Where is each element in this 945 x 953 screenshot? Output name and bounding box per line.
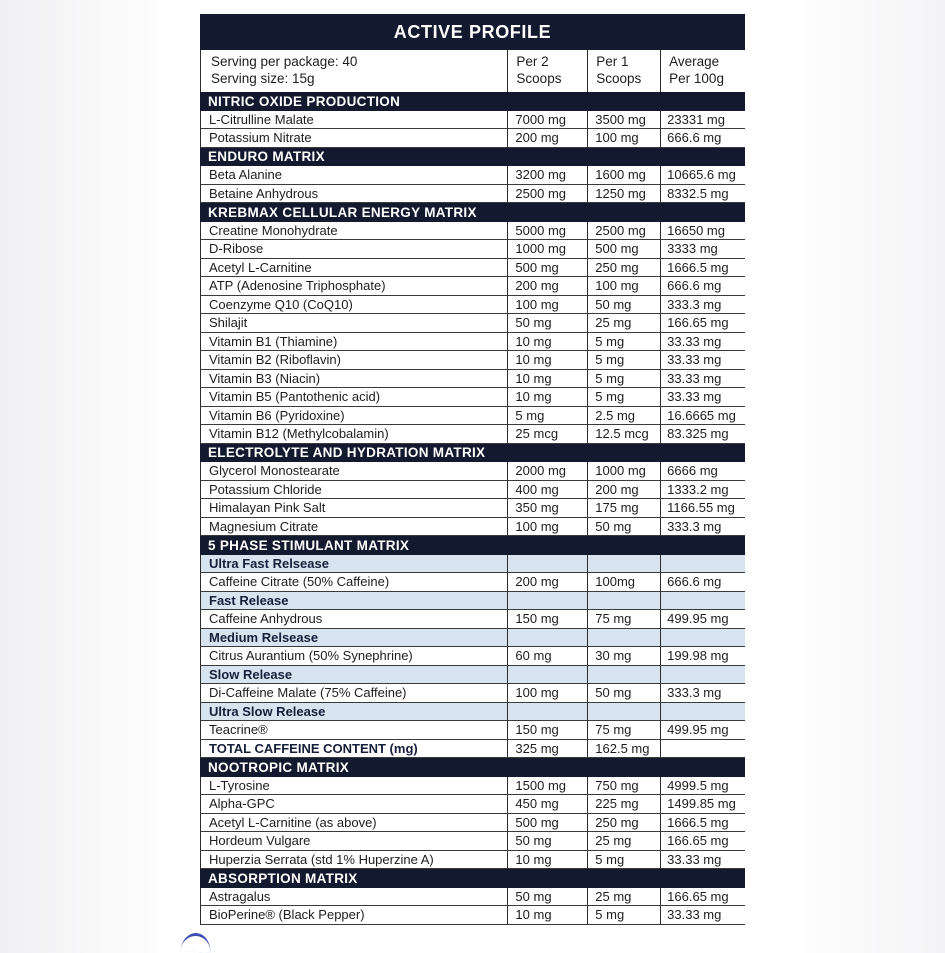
value-avg: 33.33 mg (660, 370, 745, 388)
value-per2: 60 mg (507, 647, 587, 665)
ingredient-row (200, 721, 745, 740)
value-per2: 500 mg (507, 814, 587, 832)
ingredient-name: Ultra Slow Release (201, 703, 507, 721)
value-per2: 400 mg (507, 481, 587, 499)
value-per2: 500 mg (507, 259, 587, 277)
value-per1: 250 mg (587, 814, 660, 832)
sub-section-row (200, 555, 745, 574)
ingredient-row (200, 851, 745, 870)
ingredient-name: Himalayan Pink Salt (209, 500, 326, 516)
value-avg: 33.33 mg (660, 333, 745, 351)
value-avg: 3333 mg (660, 240, 745, 258)
ingredient-name: Hordeum Vulgare (209, 833, 311, 849)
value-per2: 7000 mg (507, 111, 587, 129)
value-per2: 10 mg (507, 388, 587, 406)
value-avg: 1666.5 mg (660, 814, 745, 832)
value-avg: 6666 mg (660, 462, 745, 480)
ingredient-row (200, 351, 745, 370)
total-row (200, 740, 745, 759)
value-per1: 100mg (587, 573, 660, 591)
value-per2: 50 mg (507, 888, 587, 906)
value-per1: 175 mg (587, 499, 660, 517)
ingredient-name: Ultra Fast Relsease (201, 555, 507, 573)
ingredient-row (200, 795, 745, 814)
ingredient-row (200, 573, 745, 592)
value-per2: 450 mg (507, 795, 587, 813)
value-per2: 350 mg (507, 499, 587, 517)
value-per2: 25 mcg (507, 425, 587, 443)
ingredient-name: Vitamin B1 (Thiamine) (209, 333, 338, 349)
value-avg: 33.33 mg (660, 351, 745, 369)
value-per2: 5 mg (507, 407, 587, 425)
value-per1: 2.5 mg (587, 407, 660, 425)
sub-section-row (200, 703, 745, 722)
sub-section-row (200, 592, 745, 611)
value-avg: 16650 mg (660, 222, 745, 240)
value-per2 (507, 592, 587, 610)
value-per1: 5 mg (587, 351, 660, 369)
ingredient-row (200, 129, 745, 148)
ingredient-row (200, 888, 745, 907)
value-per1: 1250 mg (587, 185, 660, 203)
section-header: ENDURO MATRIX (200, 148, 745, 167)
ingredient-row (200, 407, 745, 426)
value-avg (660, 555, 745, 573)
serving-size: Serving size: 15g (211, 71, 315, 86)
column-header-per-1-scoops: Per 1 Scoops (587, 50, 660, 92)
ingredient-name: Vitamin B5 (Pantothenic acid) (209, 389, 381, 405)
ingredient-name: Vitamin B6 (Pyridoxine) (209, 407, 345, 423)
value-avg: 499.95 mg (660, 721, 745, 739)
value-avg: 199.98 mg (660, 647, 745, 665)
value-per1: 162.5 mg (587, 740, 660, 758)
ingredient-row (200, 333, 745, 352)
value-per1: 5 mg (587, 906, 660, 924)
value-per1: 1600 mg (587, 166, 660, 184)
value-per1: 25 mg (587, 314, 660, 332)
ingredient-name: Shilajit (209, 315, 248, 331)
value-per2: 10 mg (507, 370, 587, 388)
value-per2 (507, 555, 587, 573)
value-avg: 16.6665 mg (660, 407, 745, 425)
ingredient-name: Fast Release (201, 592, 507, 610)
value-per1 (587, 555, 660, 573)
ingredient-row (200, 481, 745, 500)
ingredient-row (200, 166, 745, 185)
value-per2: 3200 mg (507, 166, 587, 184)
ingredient-row (200, 777, 745, 796)
value-per1 (587, 703, 660, 721)
value-per1: 100 mg (587, 129, 660, 147)
value-per1: 12.5 mcg (587, 425, 660, 443)
ingredient-row (200, 222, 745, 241)
value-avg: 666.6 mg (660, 573, 745, 591)
value-per2: 1000 mg (507, 240, 587, 258)
section-header: KREBMAX CELLULAR ENERGY MATRIX (200, 203, 745, 222)
serving-per-package: Serving per package: 40 (211, 54, 358, 69)
ingredient-name: ATP (Adenosine Triphosphate) (209, 278, 386, 294)
ingredient-row (200, 240, 745, 259)
value-avg: 333.3 mg (660, 684, 745, 702)
value-avg: 10665.6 mg (660, 166, 745, 184)
sub-section-row (200, 666, 745, 685)
value-per2: 10 mg (507, 333, 587, 351)
value-avg: 166.65 mg (660, 832, 745, 850)
value-avg: 333.3 mg (660, 296, 745, 314)
value-per2: 5000 mg (507, 222, 587, 240)
value-per1: 2500 mg (587, 222, 660, 240)
value-per2: 200 mg (507, 277, 587, 295)
value-avg: 1333.2 mg (660, 481, 745, 499)
column-header-average-per-100g: Average Per 100g (660, 50, 745, 92)
ingredient-name: BioPerine® (Black Pepper) (209, 907, 365, 923)
ingredient-name: Betaine Anhydrous (209, 185, 319, 201)
value-per1 (587, 666, 660, 684)
ingredient-name: Di-Caffeine Malate (75% Caffeine) (209, 685, 407, 701)
value-per1: 1000 mg (587, 462, 660, 480)
ingredient-name: Astragalus (209, 888, 271, 904)
serving-header-row (200, 50, 745, 92)
value-per1: 5 mg (587, 851, 660, 869)
ingredient-name: Alpha-GPC (209, 796, 275, 812)
value-per1: 50 mg (587, 518, 660, 536)
value-per2: 10 mg (507, 851, 587, 869)
ingredient-row (200, 388, 745, 407)
value-per2: 100 mg (507, 518, 587, 536)
value-per1 (587, 592, 660, 610)
value-per2: 200 mg (507, 129, 587, 147)
value-avg (660, 629, 745, 647)
ingredient-row (200, 647, 745, 666)
value-avg (660, 740, 745, 758)
swoosh-decoration (180, 932, 211, 953)
value-per2: 100 mg (507, 296, 587, 314)
value-per1: 250 mg (587, 259, 660, 277)
sub-section-row (200, 629, 745, 648)
ingredient-name: Vitamin B12 (Methylcobalamin) (209, 426, 389, 442)
value-avg: 33.33 mg (660, 851, 745, 869)
column-header-per-2-scoops: Per 2 Scoops (507, 50, 587, 92)
section-header: 5 PHASE STIMULANT MATRIX (200, 536, 745, 555)
ingredient-name: Huperzia Serrata (std 1% Huperzine A) (209, 851, 434, 867)
ingredient-name: Coenzyme Q10 (CoQ10) (209, 296, 353, 312)
value-avg: 4999.5 mg (660, 777, 745, 795)
ingredient-row (200, 111, 745, 130)
ingredient-name: L-Citrulline Malate (209, 111, 314, 127)
value-per1: 200 mg (587, 481, 660, 499)
ingredient-name: Caffeine Anhydrous (209, 611, 323, 627)
ingredient-name: L-Tyrosine (209, 777, 270, 793)
value-avg: 83.325 mg (660, 425, 745, 443)
value-per1: 50 mg (587, 684, 660, 702)
value-avg (660, 666, 745, 684)
ingredient-name: Teacrine® (209, 722, 268, 738)
value-avg: 666.6 mg (660, 277, 745, 295)
ingredient-row (200, 185, 745, 204)
value-per1: 3500 mg (587, 111, 660, 129)
ingredient-name: Acetyl L-Carnitine (209, 259, 312, 275)
ingredient-row (200, 296, 745, 315)
value-per2: 200 mg (507, 573, 587, 591)
ingredient-name: Beta Alanine (209, 167, 283, 183)
value-per1: 25 mg (587, 888, 660, 906)
value-avg: 33.33 mg (660, 906, 745, 924)
value-avg: 23331 mg (660, 111, 745, 129)
value-per1: 225 mg (587, 795, 660, 813)
value-per2: 325 mg (507, 740, 587, 758)
ingredient-name: Slow Release (201, 666, 507, 684)
value-per2: 50 mg (507, 832, 587, 850)
ingredient-row (200, 277, 745, 296)
section-header: NOOTROPIC MATRIX (200, 758, 745, 777)
ingredient-name: Medium Relsease (201, 629, 507, 647)
ingredient-name: TOTAL CAFFEINE CONTENT (mg) (209, 740, 418, 756)
ingredient-name: Caffeine Citrate (50% Caffeine) (209, 574, 390, 590)
value-per1: 500 mg (587, 240, 660, 258)
ingredient-row (200, 814, 745, 833)
value-per2 (507, 703, 587, 721)
value-per1: 5 mg (587, 333, 660, 351)
value-avg: 499.95 mg (660, 610, 745, 628)
value-avg: 666.6 mg (660, 129, 745, 147)
ingredient-row (200, 518, 745, 537)
value-avg: 8332.5 mg (660, 185, 745, 203)
section-header: ABSORPTION MATRIX (200, 869, 745, 888)
ingredient-name: Vitamin B3 (Niacin) (209, 370, 321, 386)
ingredient-name: D-Ribose (209, 241, 264, 257)
ingredient-name: Potassium Nitrate (209, 130, 312, 146)
value-per2: 2000 mg (507, 462, 587, 480)
value-per1: 100 mg (587, 277, 660, 295)
serving-info (201, 50, 507, 92)
value-per1: 5 mg (587, 370, 660, 388)
ingredient-name: Vitamin B2 (Riboflavin) (209, 352, 341, 368)
ingredient-row (200, 425, 745, 444)
value-per2: 150 mg (507, 721, 587, 739)
value-per1: 30 mg (587, 647, 660, 665)
value-avg (660, 703, 745, 721)
value-avg: 166.65 mg (660, 888, 745, 906)
section-header: ELECTROLYTE AND HYDRATION MATRIX (200, 444, 745, 463)
value-per2: 10 mg (507, 906, 587, 924)
value-per1: 25 mg (587, 832, 660, 850)
table-body (200, 92, 745, 925)
ingredient-row (200, 370, 745, 389)
value-per2 (507, 629, 587, 647)
ingredient-name: Glycerol Monostearate (209, 463, 340, 479)
ingredient-name: Creatine Monohydrate (209, 222, 338, 238)
value-per1: 50 mg (587, 296, 660, 314)
value-avg: 1499.85 mg (660, 795, 745, 813)
table-title: ACTIVE PROFILE (200, 14, 745, 50)
ingredient-row (200, 684, 745, 703)
ingredient-name: Magnesium Citrate (209, 518, 319, 534)
ingredient-row (200, 832, 745, 851)
ingredient-name: Acetyl L-Carnitine (as above) (209, 814, 377, 830)
ingredient-row (200, 610, 745, 629)
value-per2: 10 mg (507, 351, 587, 369)
value-per2: 150 mg (507, 610, 587, 628)
value-per1 (587, 629, 660, 647)
value-per1: 5 mg (587, 388, 660, 406)
value-per1: 75 mg (587, 610, 660, 628)
value-per2: 2500 mg (507, 185, 587, 203)
ingredient-row (200, 259, 745, 278)
value-avg: 1666.5 mg (660, 259, 745, 277)
value-avg: 33.33 mg (660, 388, 745, 406)
value-per2: 50 mg (507, 314, 587, 332)
value-avg: 1166.55 mg (660, 499, 745, 517)
ingredient-row (200, 906, 745, 925)
ingredient-row (200, 462, 745, 481)
value-avg (660, 592, 745, 610)
ingredient-name: Potassium Chloride (209, 481, 322, 497)
section-header: NITRIC OXIDE PRODUCTION (200, 92, 745, 111)
value-per2 (507, 666, 587, 684)
value-avg: 333.3 mg (660, 518, 745, 536)
value-per1: 75 mg (587, 721, 660, 739)
ingredient-name: Citrus Aurantium (50% Synephrine) (209, 648, 413, 664)
value-per2: 1500 mg (507, 777, 587, 795)
ingredient-row (200, 499, 745, 518)
active-profile-table (200, 14, 745, 925)
ingredient-row (200, 314, 745, 333)
value-per2: 100 mg (507, 684, 587, 702)
value-avg: 166.65 mg (660, 314, 745, 332)
value-per1: 750 mg (587, 777, 660, 795)
